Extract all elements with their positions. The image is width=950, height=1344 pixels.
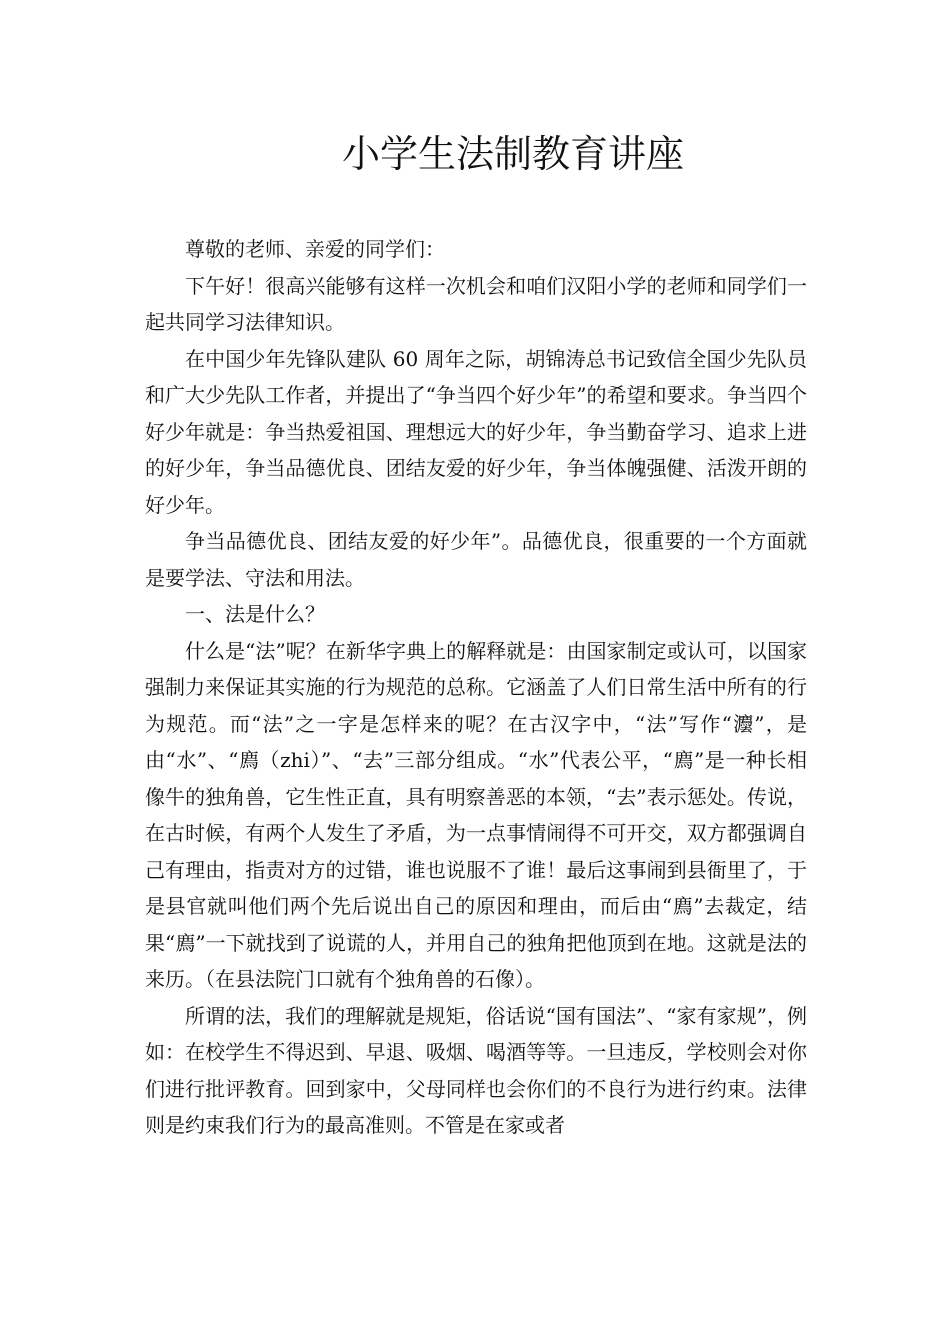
document-title: 小学生法制教育讲座: [341, 132, 684, 176]
body-paragraph: 所谓的法，我们的理解就是规矩，俗话说“国有国法”、“家有家规”，例如：在校学生不得迟到、早退、吸烟、喝酒等等。一旦违反，学校则会对你们进行批评教育。回到家中，父母同样也会你们的不良行为进行约束。法律则是约束我们行为的最高准则。不管是在家或者: [145, 1003, 807, 1137]
greeting-paragraph: 下午好！很高兴能够有这样一次机会和咱们汉阳小学的老师和同学们一起共同学习法律知识。: [145, 273, 807, 334]
body-paragraph: 在中国少年先锋队建队 60 周年之际，胡锦涛总书记致信全国少先队员和广大少先队工作者，并提出了“争当四个好少年”的希望和要求。争当四个好少年就是：争当热爱祖国、理想远大的好少年，争当勤奋学习、追求上进的好少年，争当品德优良、团结友爱的好少年，争当体魄强健、活泼开朗的好少年。: [145, 346, 807, 517]
salutation-paragraph: 尊敬的老师、亲爱的同学们：: [185, 237, 445, 261]
section-heading: 一、法是什么？: [185, 602, 325, 626]
document-body: [145, 231, 807, 1144]
body-paragraph: 争当品德优良、团结友爱的好少年”。品德优良，很重要的一个方面就是要学法、守法和用法。: [145, 529, 807, 590]
body-paragraph: 什么是“法”呢？在新华字典上的解释就是：由国家制定或认可，以国家强制力来保证其实施的行为规范的总称。它涵盖了人们日常生活中所有的行为规范。而“法”之一字是怎样来的呢？在古汉字中，“法”写作“灋”，是由“水”、“廌（zhi）”、“去”三部分组成。“水”代表公平，“廌”是一种长相像牛的独角兽，它生性正直，具有明察善恶的本领，“去”表示惩处。传说，在古时候，有两个人发生了矛盾，为一点事情闹得不可开交，双方都强调自己有理由，指责对方的过错，谁也说服不了谁！最后这事闹到县衙里了，于是县官就叫他们两个先后说出自己的原因和理由，而后由“廌”去裁定，结果“廌”一下就找到了说谎的人，并用自己的独角把他顶到在地。这就是法的来历。（在县法院门口就有个独角兽的石像）。: [145, 638, 807, 991]
